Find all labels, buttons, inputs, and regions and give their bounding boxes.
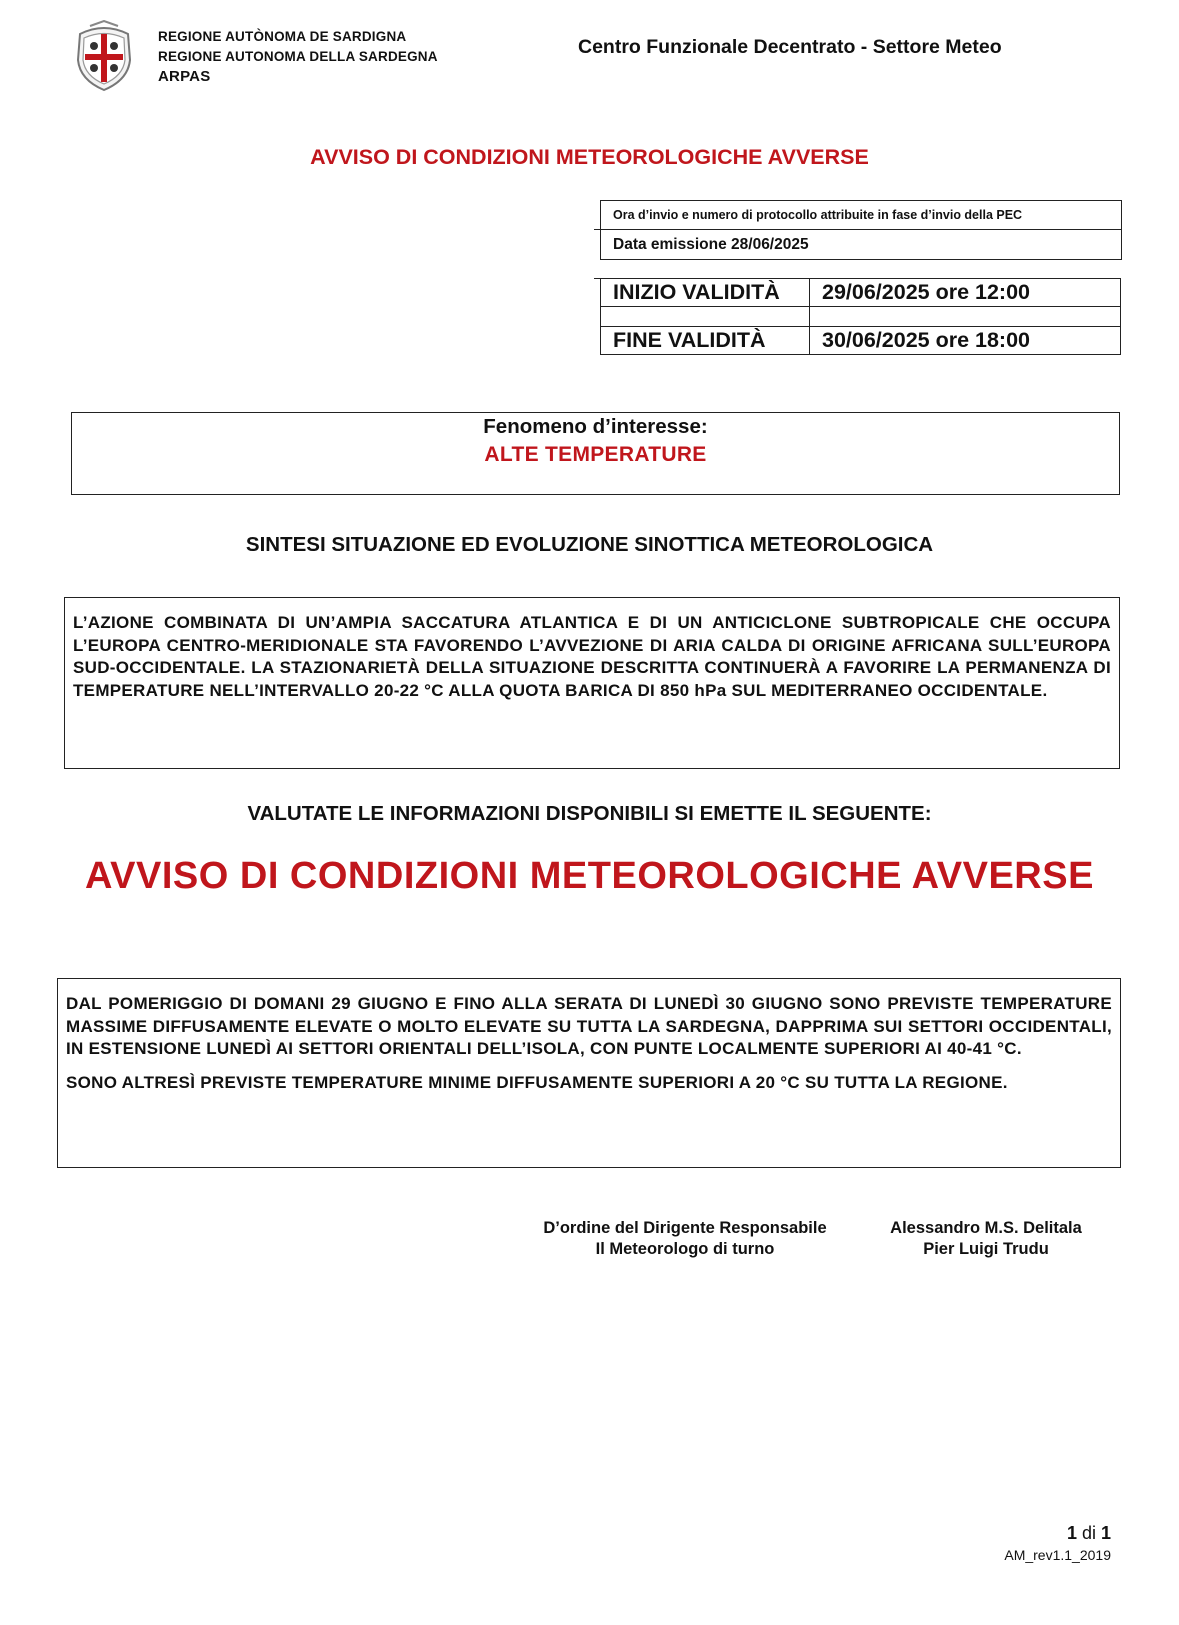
evaluation-statement: VALUTATE LE INFORMAZIONI DISPONIBILI SI EMETTE IL SEGUENTE: bbox=[247, 802, 932, 825]
org-agency: ARPAS bbox=[158, 68, 211, 85]
sardinia-coat-of-arms-icon bbox=[70, 20, 138, 92]
phenomenon-box bbox=[71, 412, 1120, 495]
signature-name-2: Pier Luigi Trudu bbox=[923, 1240, 1049, 1258]
signature-role bbox=[520, 1218, 850, 1260]
warning-paragraph-2: SONO ALTRESÌ PREVISTE TEMPERATURE MINIME DIFFUSAMENTE SUPERIORI A 20 °C SU TUTTA LA REGIONE. bbox=[66, 1072, 1008, 1092]
pec-note: Ora d’invio e numero di protocollo attribuite in fase d’invio della PEC bbox=[601, 201, 1121, 230]
synthesis-text: L’AZIONE COMBINATA DI UN’AMPIA SACCATURA ATLANTICA E DI UN ANTICICLONE SUBTROPICALE CHE OCCUPA L’EUROPA CENTRO-MERIDIONALE STA FAVORENDO L’AVVEZIONE DI ARIA CALDA DI ORIGINE AFRICANA SULL’EUROPA SUD-OCCIDENTALE. LA STAZIONARIETÀ DELLA SITUAZIONE DESCRITTA CONTINUERÀ A FAVORIRE LA PERMANENZA DI TEMPERATURE NELL’INTERVALLO 20-22 °C ALLA QUOTA BARICA DI 850 hPa SUL MEDITERRANEO OCCIDENTALE. bbox=[73, 613, 1111, 700]
warning-paragraph-1: DAL POMERIGGIO DI DOMANI 29 GIUGNO E FINO ALLA SERATA DI LUNEDÌ 30 GIUGNO SONO PREVISTE TEMPERATURE MASSIME DIFFUSAMENTE ELEVATE O MOLTO ELEVATE SU TUTTA LA SARDEGNA, DAPPRIMA SUI SETTORI OCCIDENTALI, IN ESTENSIONE LUNEDÌ AI SETTORI ORIENTALI DELL’ISOLA, CON PUNTE LOCALMENTE SUPERIORI AI 40-41 °C. bbox=[66, 994, 1112, 1058]
signature-name-1: Alessandro M.S. Delitala bbox=[890, 1219, 1082, 1237]
revision-code: AM_rev1.1_2019 bbox=[1004, 1547, 1111, 1563]
org-name-sardinian: REGIONE AUTÒNOMA DE SARDIGNA bbox=[158, 29, 407, 44]
validity-start-label: INIZIO VALIDITÀ bbox=[601, 279, 810, 307]
org-name-italian: REGIONE AUTONOMA DELLA SARDEGNA bbox=[158, 49, 438, 64]
signature-role-line1: D’ordine del Dirigente Responsabile bbox=[543, 1219, 827, 1237]
validity-end-value: 30/06/2025 ore 18:00 bbox=[810, 327, 1121, 355]
validity-end-label: FINE VALIDITÀ bbox=[601, 327, 810, 355]
warning-title: AVVISO DI CONDIZIONI METEOROLOGICHE AVVERSE bbox=[85, 855, 1094, 897]
page-number bbox=[900, 1523, 1111, 1544]
emission-date: Data emissione 28/06/2025 bbox=[613, 236, 809, 253]
page-total: 1 bbox=[1100, 1523, 1111, 1543]
pec-box bbox=[600, 200, 1122, 260]
synthesis-box bbox=[64, 597, 1120, 769]
page-current: 1 bbox=[1066, 1523, 1077, 1543]
validity-start-value: 29/06/2025 ore 12:00 bbox=[810, 279, 1121, 307]
center-title: Centro Funzionale Decentrato - Settore Meteo bbox=[578, 36, 1002, 58]
signature-role-line2: Il Meteorologo di turno bbox=[595, 1240, 775, 1258]
validity-end-row bbox=[601, 327, 1121, 355]
phenomenon-value: ALTE TEMPERATURE bbox=[484, 443, 707, 466]
warning-box bbox=[57, 978, 1121, 1168]
synthesis-heading: SINTESI SITUAZIONE ED EVOLUZIONE SINOTTICA METEOROLOGICA bbox=[245, 533, 934, 556]
validity-table bbox=[600, 278, 1121, 355]
validity-start-row bbox=[601, 279, 1121, 307]
phenomenon-label: Fenomeno d’interesse: bbox=[483, 415, 708, 438]
validity-gap-row bbox=[601, 307, 1121, 327]
signature-names bbox=[886, 1218, 1086, 1260]
document-title: AVVISO DI CONDIZIONI METEOROLOGICHE AVVERSE bbox=[310, 145, 869, 169]
page-separator: di bbox=[1076, 1523, 1101, 1543]
organization-block bbox=[158, 27, 438, 87]
